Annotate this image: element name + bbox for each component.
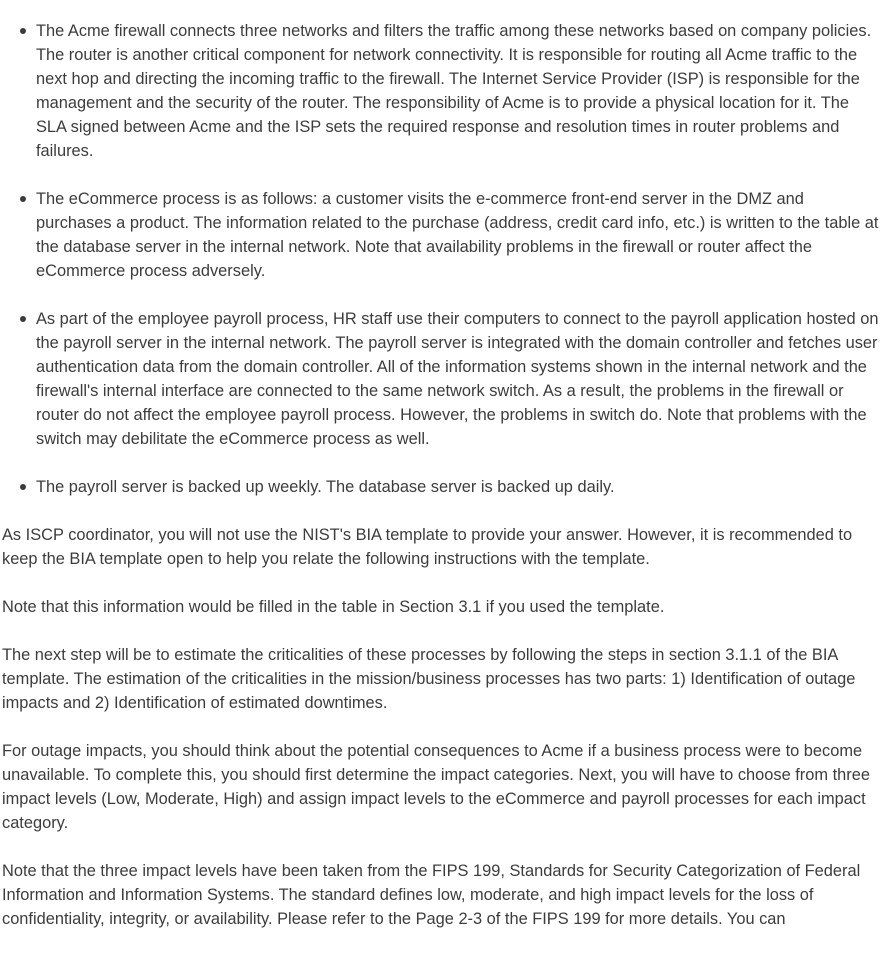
paragraph-fips-199-note: Note that the three impact levels have been taken from the FIPS 199, Standards for Security Categorization of Federal Information and Information Systems. The standard defines low, moderate, and high impact levels for the loss of confidentiality, integrity, or availability. Please refer to the Page 2-3 of the FIPS 199 for more details. You can [2,862,861,928]
bullet-dot-icon [20,316,26,322]
list-item [36,19,880,163]
list-item [36,475,880,499]
list-item-text: The payroll server is backed up weekly. The database server is backed up daily. [36,478,615,496]
paragraph-section-3-1-note: Note that this information would be filled in the table in Section 3.1 if you used the template. [2,598,665,616]
list-item [36,307,880,451]
list-item-text: The eCommerce process is as follows: a customer visits the e-commerce front-end server in the DMZ and purchases a product. The information related to the purchase (address, credit card info, etc.) is written to the table at the database server in the internal network. Note that availability problems in the firewall or router affect the eCommerce process adversely. [36,190,879,280]
paragraph-outage-impacts: For outage impacts, you should think about the potential consequences to Acme if a business process were to become unavailable. To complete this, you should first determine the impact categories. Next, you will have to choose from three impact levels (Low, Moderate, High) and assign impact levels to the eCommerce and payroll processes for each impact category. [2,742,870,832]
paragraph-iscp-coordinator: As ISCP coordinator, you will not use the NIST's BIA template to provide your answer. However, it is recommended to keep the BIA template open to help you relate the following instructions with the template. [2,526,853,568]
list-item-text: As part of the employee payroll process, HR staff use their computers to connect to the payroll application hosted on the payroll server in the internal network. The payroll server is integrated with the domain controller and fetches user authentication data from the domain controller. All of the information systems shown in the internal network and the firewall's internal interface are connected to the same network switch. As a result, the problems in the firewall or router do not affect the employee payroll process. However, the problems in switch do. Note that problems with the switch may debilitate the eCommerce process as well. [36,310,879,448]
bullet-dot-icon [20,196,26,202]
list-item-text: The Acme firewall connects three networks and filters the traffic among these networks based on company policies. The router is another critical component for network connectivity. It is responsible for routing all Acme traffic to the next hop and directing the incoming traffic to the firewall. The Internet Service Provider (ISP) is responsible for the management and the security of the router. The responsibility of Acme is to provide a physical location for it. The SLA signed between Acme and the ISP sets the required response and resolution times in router problems and failures. [36,22,872,160]
bullet-list [2,19,880,499]
list-item [36,187,880,283]
document-content [2,19,880,955]
paragraph-criticalities: The next step will be to estimate the criticalities of these processes by following the steps in section 3.1.1 of the BIA template. The estimation of the criticalities in the mission/business processes has two parts: 1) Identification of outage impacts and 2) Identification of estimated downtimes. [2,646,856,712]
bullet-dot-icon [20,484,26,490]
bullet-dot-icon [20,28,26,34]
